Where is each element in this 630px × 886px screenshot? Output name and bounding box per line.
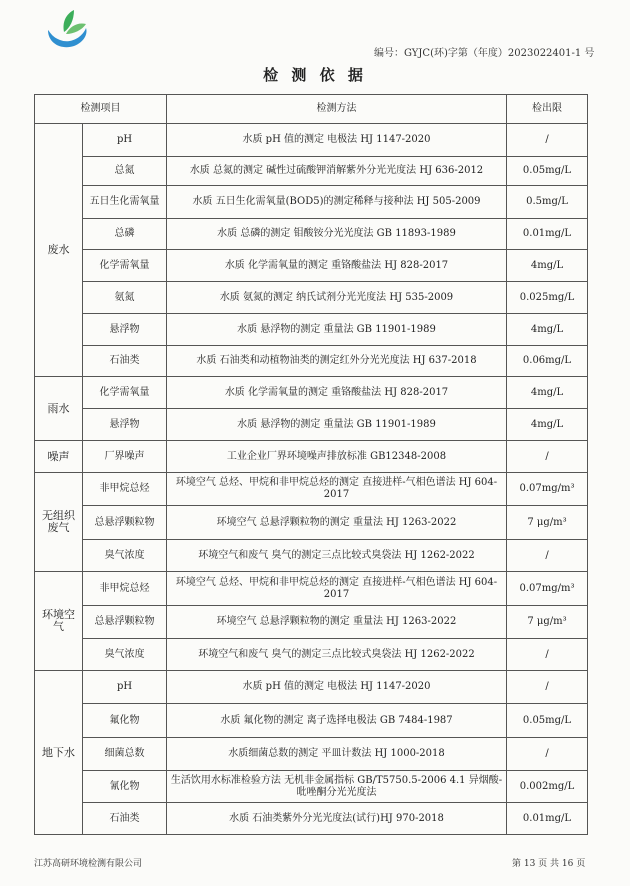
table-row bbox=[35, 704, 588, 738]
item-cell: 总磷 bbox=[83, 219, 167, 250]
method-cell: 生活饮用水标准检验方法 无机非金属指标 GB/T5750.5-2006 4.1 异烟酸-吡唑酮分光光度法 bbox=[167, 771, 507, 803]
detection-basis-table bbox=[34, 94, 588, 835]
category-cell: 废水 bbox=[35, 124, 83, 377]
limit-cell: 0.025mg/L bbox=[507, 282, 588, 314]
table-row bbox=[35, 441, 588, 473]
category-cell: 环境空气 bbox=[35, 572, 83, 671]
table-row bbox=[35, 540, 588, 572]
method-cell: 水质 总磷的测定 钼酸铵分光光度法 GB 11893-1989 bbox=[167, 219, 507, 250]
limit-cell: 0.07mg/m³ bbox=[507, 572, 588, 606]
limit-cell: / bbox=[507, 738, 588, 771]
method-cell: 环境空气 总烃、甲烷和非甲烷总烃的测定 直接进样-气相色谱法 HJ 604-2017 bbox=[167, 572, 507, 606]
table-row bbox=[35, 473, 588, 506]
category-cell: 雨水 bbox=[35, 377, 83, 441]
method-cell: 环境空气和废气 臭气的测定三点比较式臭袋法 HJ 1262-2022 bbox=[167, 639, 507, 671]
limit-cell: 0.002mg/L bbox=[507, 771, 588, 803]
table-row bbox=[35, 803, 588, 835]
item-cell: 总氮 bbox=[83, 157, 167, 186]
item-cell: 非甲烷总烃 bbox=[83, 572, 167, 606]
method-cell: 环境空气和废气 臭气的测定三点比较式臭袋法 HJ 1262-2022 bbox=[167, 540, 507, 572]
report-number: 编号：GYJC(环)字第（年度）2023022401-1 号 bbox=[374, 48, 595, 59]
table-row bbox=[35, 771, 588, 803]
table-row bbox=[35, 314, 588, 346]
footer-company: 江苏高研环境检测有限公司 bbox=[34, 859, 143, 869]
method-cell: 水质 化学需氧量的测定 重铬酸盐法 HJ 828-2017 bbox=[167, 377, 507, 409]
category-cell: 地下水 bbox=[35, 671, 83, 835]
item-cell: 非甲烷总烃 bbox=[83, 473, 167, 506]
method-cell: 水质 石油类紫外分光光度法(试行)HJ 970-2018 bbox=[167, 803, 507, 835]
method-cell: 环境空气 总烃、甲烷和非甲烷总烃的测定 直接进样-气相色谱法 HJ 604-2017 bbox=[167, 473, 507, 506]
table-row bbox=[35, 157, 588, 186]
item-cell: 细菌总数 bbox=[83, 738, 167, 771]
limit-cell: 0.01mg/L bbox=[507, 803, 588, 835]
method-cell: 水质 pH 值的测定 电极法 HJ 1147-2020 bbox=[167, 124, 507, 157]
category-cell: 噪声 bbox=[35, 441, 83, 473]
table-row bbox=[35, 671, 588, 704]
item-cell: 化学需氧量 bbox=[83, 250, 167, 282]
table-row bbox=[35, 639, 588, 671]
method-cell: 水质 化学需氧量的测定 重铬酸盐法 HJ 828-2017 bbox=[167, 250, 507, 282]
limit-cell: / bbox=[507, 124, 588, 157]
table-row bbox=[35, 506, 588, 540]
limit-cell: 4mg/L bbox=[507, 377, 588, 409]
limit-cell: 4mg/L bbox=[507, 409, 588, 441]
limit-cell: 0.05mg/L bbox=[507, 704, 588, 738]
table-row bbox=[35, 606, 588, 639]
method-cell: 工业企业厂界环境噪声排放标准 GB12348-2008 bbox=[167, 441, 507, 473]
item-cell: 悬浮物 bbox=[83, 314, 167, 346]
method-cell: 水质 悬浮物的测定 重量法 GB 11901-1989 bbox=[167, 314, 507, 346]
table-row bbox=[35, 572, 588, 606]
item-cell: 厂界噪声 bbox=[83, 441, 167, 473]
method-cell: 水质 氟化物的测定 离子选择电极法 GB 7484-1987 bbox=[167, 704, 507, 738]
item-cell: 五日生化需氧量 bbox=[83, 186, 167, 219]
method-cell: 水质 五日生化需氧量(BOD5)的测定稀释与接种法 HJ 505-2009 bbox=[167, 186, 507, 219]
method-cell: 水质 总氮的测定 碱性过硫酸钾消解紫外分光光度法 HJ 636-2012 bbox=[167, 157, 507, 186]
limit-cell: / bbox=[507, 441, 588, 473]
header-item: 检测项目 bbox=[35, 95, 167, 124]
page-title: 检 测 依 据 bbox=[263, 66, 367, 84]
method-cell: 水质 氨氮的测定 纳氏试剂分光光度法 HJ 535-2009 bbox=[167, 282, 507, 314]
table-row bbox=[35, 186, 588, 219]
company-logo bbox=[40, 8, 96, 52]
method-cell: 水质 pH 值的测定 电极法 HJ 1147-2020 bbox=[167, 671, 507, 704]
category-cell: 无组织废气 bbox=[35, 473, 83, 572]
table-row bbox=[35, 738, 588, 771]
table-row bbox=[35, 409, 588, 441]
table-row bbox=[35, 250, 588, 282]
limit-cell: / bbox=[507, 639, 588, 671]
limit-cell: 4mg/L bbox=[507, 250, 588, 282]
item-cell: pH bbox=[83, 671, 167, 704]
limit-cell: / bbox=[507, 671, 588, 704]
limit-cell: 0.05mg/L bbox=[507, 157, 588, 186]
item-cell: 石油类 bbox=[83, 803, 167, 835]
item-cell: 氨氮 bbox=[83, 282, 167, 314]
limit-cell: 0.01mg/L bbox=[507, 219, 588, 250]
limit-cell: 7 μg/m³ bbox=[507, 606, 588, 639]
limit-cell: 4mg/L bbox=[507, 314, 588, 346]
item-cell: 石油类 bbox=[83, 346, 167, 377]
item-cell: 悬浮物 bbox=[83, 409, 167, 441]
item-cell: 氰化物 bbox=[83, 771, 167, 803]
table-row bbox=[35, 219, 588, 250]
footer-page-number: 第 13 页 共 16 页 bbox=[512, 859, 586, 869]
header-limit: 检出限 bbox=[507, 95, 588, 124]
table-row bbox=[35, 377, 588, 409]
limit-cell: 0.07mg/m³ bbox=[507, 473, 588, 506]
method-cell: 水质 石油类和动植物油类的测定红外分光光度法 HJ 637-2018 bbox=[167, 346, 507, 377]
table-row bbox=[35, 346, 588, 377]
item-cell: pH bbox=[83, 124, 167, 157]
item-cell: 氟化物 bbox=[83, 704, 167, 738]
item-cell: 化学需氧量 bbox=[83, 377, 167, 409]
header-method: 检测方法 bbox=[167, 95, 507, 124]
table-body bbox=[35, 124, 588, 835]
limit-cell: / bbox=[507, 540, 588, 572]
item-cell: 总悬浮颗粒物 bbox=[83, 506, 167, 540]
method-cell: 水质细菌总数的测定 平皿计数法 HJ 1000-2018 bbox=[167, 738, 507, 771]
item-cell: 臭气浓度 bbox=[83, 540, 167, 572]
method-cell: 环境空气 总悬浮颗粒物的测定 重量法 HJ 1263-2022 bbox=[167, 606, 507, 639]
table-header-row bbox=[35, 95, 588, 124]
limit-cell: 0.5mg/L bbox=[507, 186, 588, 219]
table-row bbox=[35, 124, 588, 157]
method-cell: 环境空气 总悬浮颗粒物的测定 重量法 HJ 1263-2022 bbox=[167, 506, 507, 540]
item-cell: 臭气浓度 bbox=[83, 639, 167, 671]
limit-cell: 0.06mg/L bbox=[507, 346, 588, 377]
table-row bbox=[35, 282, 588, 314]
item-cell: 总悬浮颗粒物 bbox=[83, 606, 167, 639]
limit-cell: 7 μg/m³ bbox=[507, 506, 588, 540]
method-cell: 水质 悬浮物的测定 重量法 GB 11901-1989 bbox=[167, 409, 507, 441]
